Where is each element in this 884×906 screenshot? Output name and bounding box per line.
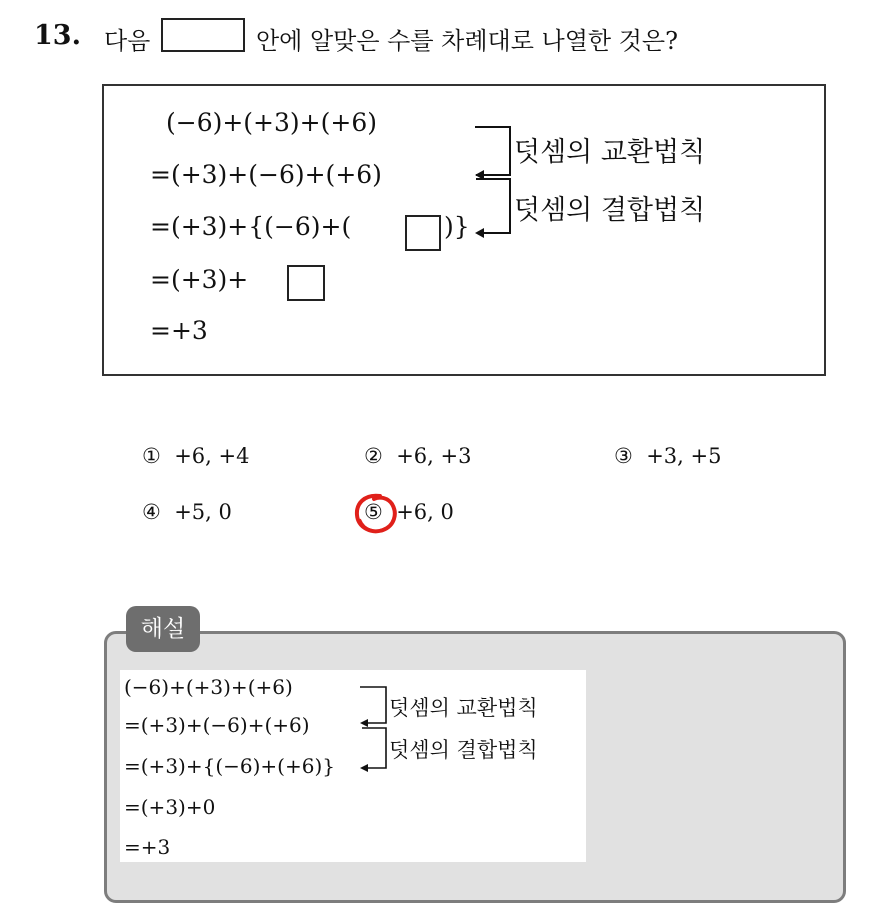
- choice-2[interactable]: [364, 444, 471, 468]
- equation-line-3-end: )}: [444, 212, 470, 241]
- choice-4-text: +5, 0: [174, 500, 232, 524]
- choice-3-text: +3, +5: [646, 444, 722, 468]
- choice-5-text: +6, 0: [396, 500, 454, 524]
- choice-1-mark: ①: [142, 444, 161, 468]
- choice-2-mark: ②: [364, 444, 383, 468]
- equation-line-4: =(+3)+: [150, 265, 249, 294]
- explanation-label-associative: 덧셈의 결합법칙: [389, 738, 538, 762]
- question-prompt-end: 안에 알맞은 수를 차례대로 나열한 것은?: [256, 27, 678, 55]
- choice-2-text: +6, +3: [396, 444, 472, 468]
- blank-square-2: [287, 265, 325, 301]
- choice-5-mark: ⑤: [364, 500, 383, 524]
- label-commutative-law: 덧셈의 교환법칙: [514, 137, 706, 168]
- explanation-line-4: =(+3)+0: [124, 795, 216, 819]
- explanation-line-5: =+3: [124, 835, 171, 859]
- answer-circle-mark: [350, 490, 404, 538]
- explanation-label-commutative: 덧셈의 교환법칙: [389, 696, 538, 720]
- answer-blank-box: [161, 18, 245, 52]
- explanation-badge: 해설: [126, 606, 200, 652]
- explanation-line-2: =(+3)+(−6)+(+6): [124, 713, 310, 737]
- choice-4-mark: ④: [142, 500, 161, 524]
- choice-1-text: +6, +4: [174, 444, 250, 468]
- choice-3[interactable]: [614, 444, 721, 468]
- question-prompt-start: 다음: [104, 27, 151, 55]
- equation-line-2: =(+3)+(−6)+(+6): [150, 160, 382, 189]
- explanation-line-1: (−6)+(+3)+(+6): [124, 675, 293, 699]
- blank-square-1: [405, 215, 441, 251]
- explanation-law-brackets: [350, 680, 394, 780]
- explanation-line-3: =(+3)+{(−6)+(+6)}: [124, 754, 335, 778]
- equation-line-5: =+3: [150, 316, 208, 345]
- choice-1[interactable]: [142, 444, 249, 468]
- question-number: 13.: [34, 20, 81, 51]
- equation-line-3-start: =(+3)+{(−6)+(: [150, 212, 352, 241]
- label-associative-law: 덧셈의 결합법칙: [514, 195, 706, 226]
- equation-line-1: (−6)+(+3)+(+6): [166, 108, 377, 137]
- choice-3-mark: ③: [614, 444, 633, 468]
- choice-4[interactable]: [142, 500, 232, 524]
- law-brackets: [460, 115, 520, 245]
